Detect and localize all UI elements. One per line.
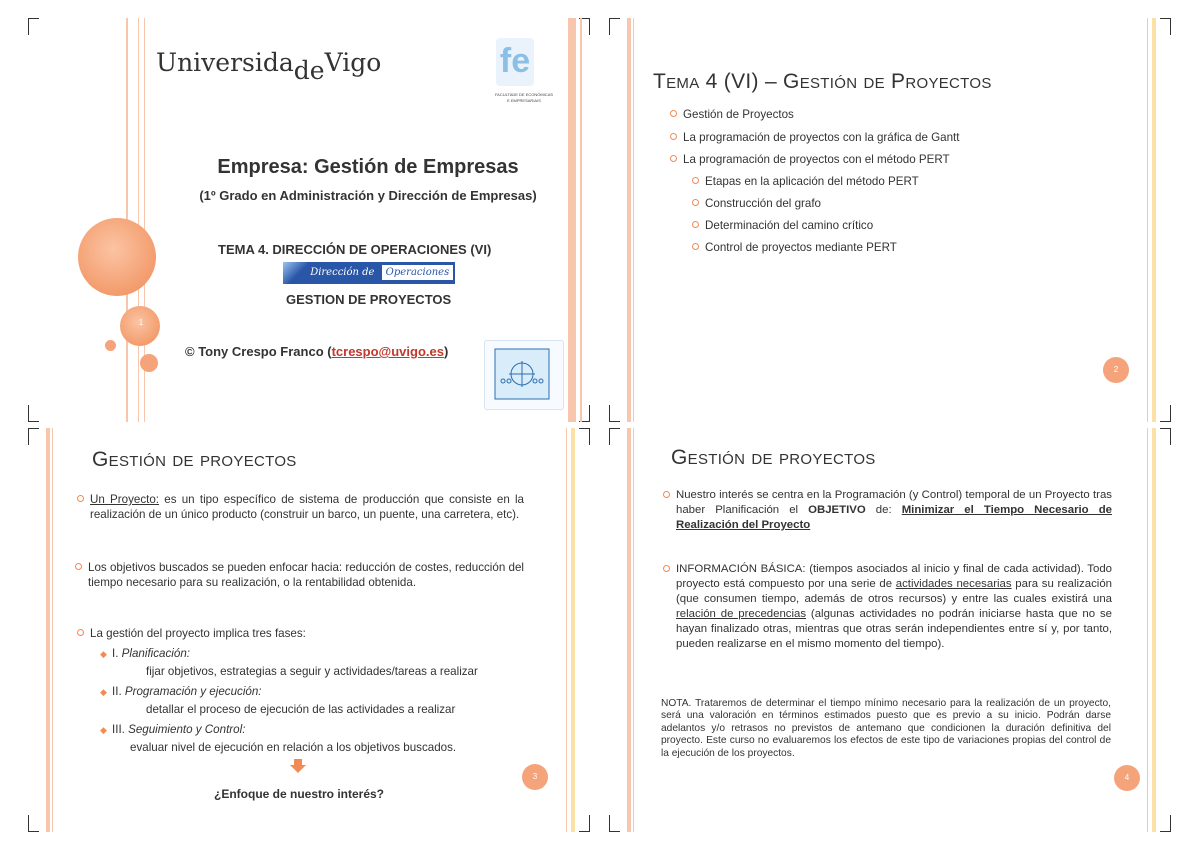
decor-line [138,18,139,422]
page-number: 4 [1114,765,1140,791]
phase-desc: fijar objetivos, estrategias a seguir y actividades/tareas a realizar [146,665,478,678]
course-title: Empresa: Gestión de Empresas [217,156,519,178]
nota-text: NOTA. Trataremos de determinar el tiempo mínimo necesario para la realización de un proyecto, será una valoración en términos estimados puesto que es previo a su inicio. Podrán darse adelantos y/o retrasos no previstos de antemano que condicionen la duración definitiva del proyecto. Este curso no evaluaremos los efectos de este tipo de variaciones propias del control de la ejecución de los proyectos. [661,698,1111,759]
gestion-heading: GESTION DE PROYECTOS [286,292,452,307]
list-item: Construcción del grafo [705,196,821,211]
list-item: INFORMACIÓN BÁSICA: (tiempos asociados al inicio y final de cada actividad). Todo proyecto está compuesto por una serie de actividades necesarias para su realización (que consumen tiempo, además de otros recursos) y entre las cuales existirá una relación de precedencias (algunas actividades no podrán iniciarse hasta que no se hayan finalizado otras, mientras que otras serán independientes entre sí y, por tanto, pueden realizarse en el mismo momento del tiempo). [676,562,1112,652]
corner-bracket [609,405,620,422]
decor-line [571,428,575,832]
corner-bracket [28,815,39,832]
decor-line [1147,428,1148,832]
bullet-icon [670,110,677,117]
decor-line [627,18,631,422]
decor-line [566,428,567,832]
arrow-down-icon [290,759,306,773]
decor-line [1152,428,1156,832]
bullet-icon [692,243,699,250]
decor-line [568,18,576,422]
page-number: 3 [522,764,548,790]
corner-bracket [1160,428,1171,445]
corner-bracket [1160,815,1171,832]
decor-circle [78,218,156,296]
decor-line [1147,18,1148,422]
list-item: Etapas en la aplicación del método PERT [705,174,919,189]
faculty-caption: FACULTADE DE ECONÓMICAS [494,92,554,97]
faculty-caption: E EMPRESARIAIS [507,98,541,103]
operations-banner: Dirección de Operaciones [283,262,455,284]
list-item: Gestión de Proyectos [683,107,794,122]
diamond-bullet-icon: ◆ [100,687,107,697]
question-text: ¿Enfoque de nuestro interés? [214,787,385,801]
bullet-icon [692,177,699,184]
corner-bracket [579,815,590,832]
corner-bracket [1160,18,1171,35]
author-line: © Tony Crespo Franco (tcrespo@uvigo.es) [185,344,449,359]
bullet-icon [663,491,670,498]
slide-4 [609,428,1171,832]
diamond-bullet-icon: ◆ [100,725,107,735]
corner-bracket [609,18,620,35]
corner-bracket [28,405,39,422]
slide-title: Gestión de proyectos [671,446,876,469]
tema-heading: TEMA 4. DIRECCIÓN DE OPERACIONES (VI) [218,242,492,257]
page-number: 2 [1103,357,1129,383]
corner-bracket [28,428,39,445]
phase-item: ◆ II. Programación y ejecución: [100,685,262,698]
list-item: Los objetivos buscados se pueden enfocar hacia: reducción de costes, reducción del tiempo necesario para su realización, o la rentabilidad obtenida. [88,560,524,590]
list-item: La gestión del proyecto implica tres fases: [90,626,306,641]
corner-bracket [579,428,590,445]
phase-item: ◆ III. Seguimiento y Control: [100,723,246,736]
list-item: Nuestro interés se centra en la Programación (y Control) temporal de un Proyecto tras haber Planificación el OBJETIVO de: Minimizar el Tiempo Necesario de Realización del Proyecto [676,488,1112,533]
decor-line [633,428,634,832]
decor-line [627,428,631,832]
bullet-icon [77,629,84,636]
decor-line [52,428,53,832]
phase-desc: evaluar nivel de ejecución en relación a los objetivos buscados. [130,741,457,754]
course-subtitle: (1º Grado en Administración y Dirección de Empresas) [199,188,537,203]
decor-circle [140,354,158,372]
phase-desc: detallar el proceso de ejecución de las actividades a realizar [146,703,456,716]
slide-title: Tema 4 (VI) – Gestión de Proyectos [653,70,992,93]
slide-3 [28,428,590,832]
list-item: Determinación del camino crítico [705,218,873,233]
list-item: Un Proyecto: es un tipo específico de sistema de producción que consiste en la realización de un único producto (construir un barco, un puente, una carretera, etc). [90,492,524,522]
slide-2 [609,18,1171,422]
decor-line [46,428,50,832]
university-logo: UniversidadeVigo [156,48,382,85]
bullet-icon [670,133,677,140]
decor-line [1152,18,1156,422]
bullet-icon [670,155,677,162]
phase-item: ◆ I. Planificación: [100,647,190,660]
corner-bracket [1160,405,1171,422]
diamond-bullet-icon: ◆ [100,649,107,659]
slide-1 [28,18,590,422]
corner-bracket [609,428,620,445]
banner-swoosh-icon [283,262,307,284]
slide-title: Gestión de proyectos [92,448,297,471]
decor-circle [105,340,116,351]
decor-line [580,18,582,422]
bullet-icon [663,565,670,572]
faculty-logo-mark: fe [496,38,534,86]
author-email-link[interactable]: tcrespo@uvigo.es [331,344,444,359]
list-item: Control de proyectos mediante PERT [705,240,897,255]
bullet-icon [77,495,84,502]
compass-icon [485,341,563,409]
bullet-icon [75,563,82,570]
corner-bracket [609,815,620,832]
bullet-icon [692,221,699,228]
corner-bracket [28,18,39,35]
page-number: 1 [138,318,144,327]
badge-image [484,340,564,410]
list-item: La programación de proyectos con la gráfica de Gantt [683,130,959,145]
decor-line [633,18,634,422]
bullet-icon [692,199,699,206]
faculty-logo [488,36,558,116]
list-item: La programación de proyectos con el método PERT [683,152,950,167]
